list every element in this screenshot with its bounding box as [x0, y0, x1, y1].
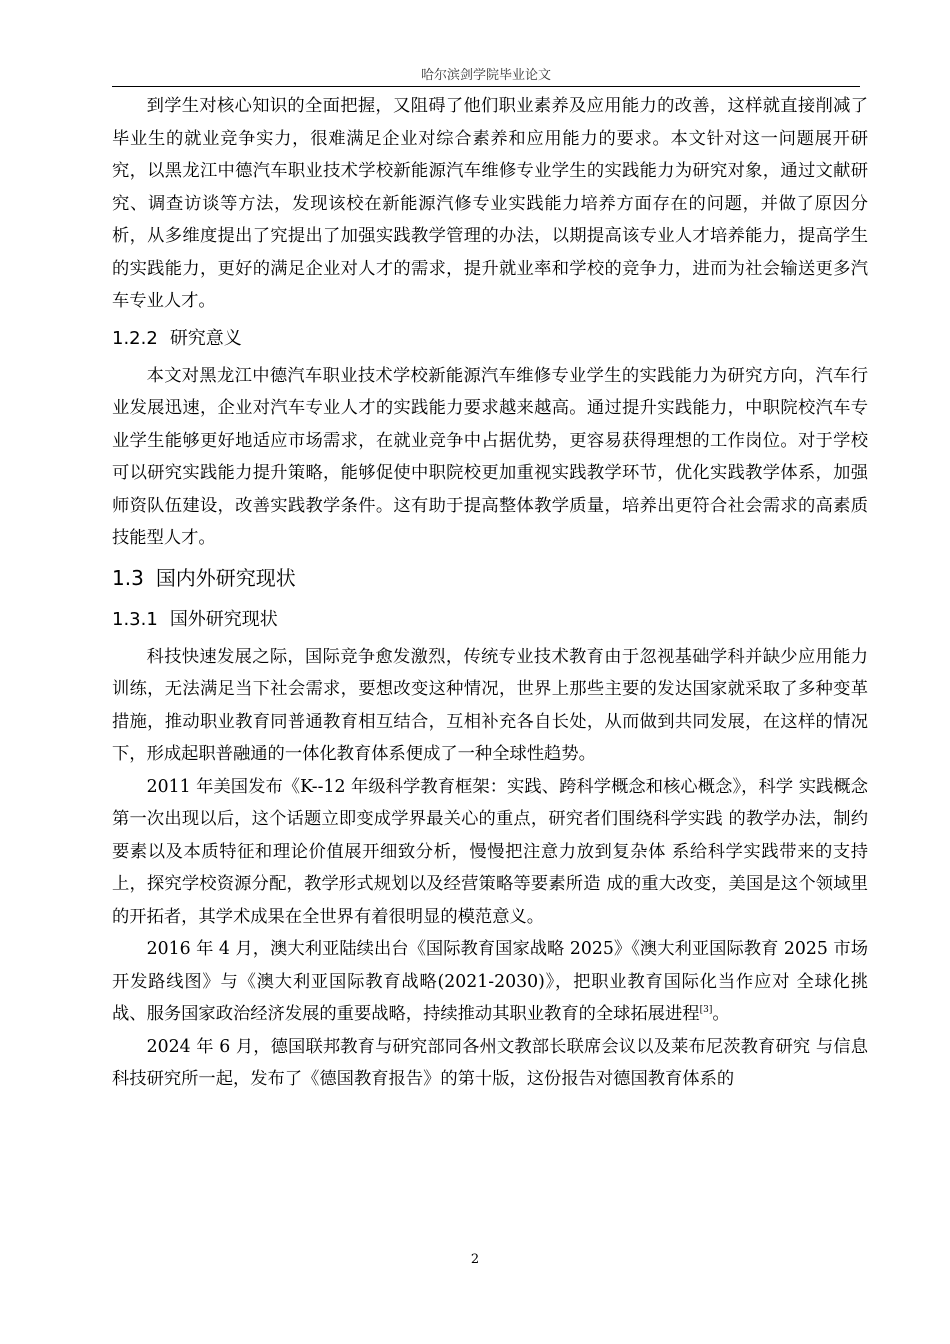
section-number: 1.3: [112, 565, 144, 590]
paragraph-usa-2011: 2011 年美国发布《K--12 年级科学教育框架：实践、跨科学概念和核心概念》，科学 实践概念第一次出现以后，这个话题立即变成学界最关心的重点，研究者们围绕科学实践 的教学办法，制约要素以及本质特征和理论价值展开细致分析，慢慢把注意力放到复杂体 系给科学实践带来的支持上，探究学校资源分配，教学形式规划以及经营策略等要素所造 成的重大改变，美国是这个领域里的开拓者，其学术成果在全世界有着很明显的模范意义。: [112, 776, 868, 927]
running-header: 哈尔滨剑学院毕业论文: [420, 68, 551, 83]
section-number: 1.3.1: [112, 608, 158, 630]
page-body: [112, 90, 868, 1096]
header-rule: [112, 86, 860, 87]
paragraph-foreign-overview: 科技快速发展之际，国际竞争愈发激烈，传统专业技术教育由于忽视基础学科并缺少应用能力训练，无法满足当下社会需求，要想改变这种情况，世界上那些主要的发达国家就采取了多种变革措施，推动职业教育同普通教育相互结合，互相补充各自长处，从而做到共同发展，在这样的情况下，形成起职普融通的一体化教育体系便成了一种全球性趋势。: [112, 646, 868, 764]
section-title: 国内外研究现状: [155, 565, 296, 590]
section-title: 国外研究现状: [169, 608, 278, 630]
paragraph-research-significance: 本文对黑龙江中德汽车职业技术学校新能源汽车维修专业学生的实践能力为研究方向，汽车行业发展迅速，企业对汽车专业人才的实践能力要求越来越高。通过提升实践能力，中职院校汽车专业学生能够更好地适应市场需求，在就业竞争中占据优势，更容易获得理想的工作岗位。对于学校可以研究实践能力提升策略，能够促使中职院校更加重视实践教学环节，优化实践教学体系，加强师资队伍建设，改善实践教学条件。这有助于提高整体教学质量，培养出更符合社会需求的高素质技能型人才。: [112, 365, 868, 548]
paragraph-text: 2016 年 4 月，澳大利亚陆续出台《国际教育国家战略 2025》《澳大利亚国际教育 2025 市场开发路线图》与《澳大利亚国际教育战略(2021-2030)》，把职业教育国际化当作应对 全球化挑战、服务国家政治经济发展的重要战略，持续推动其职业教育的全球拓展进程: [112, 939, 868, 1024]
section-title: 研究意义: [169, 327, 242, 349]
page-number: 2: [470, 1252, 480, 1267]
section-heading-1-2-2: [112, 320, 868, 358]
section-heading-1-3-1: [112, 601, 868, 639]
paragraph-continuation: 到学生对核心知识的全面把握，又阻碍了他们职业素养及应用能力的改善，这样就直接削减了毕业生的就业竞争实力，很难满足企业对综合素养和应用能力的要求。本文针对这一问题展开研究，以黑龙江中德汽车职业技术学校新能源汽车维修专业学生的实践能力为研究对象，通过文献研究、调查访谈等方法，发现该校在新能源汽修专业实践能力培养方面存在的问题，并做了原因分析，从多维度提出了究提出了加强实践教学管理的办法，以期提高该专业人才培养能力，提高学生的实践能力，更好的满足企业对人才的需求，提升就业率和学校的竞争力，进而为社会输送更多汽车专业人才。: [112, 96, 868, 311]
paragraph-end: 。: [712, 1004, 730, 1024]
paragraph-australia-2016: [112, 933, 868, 1031]
citation-ref[interactable]: [3]: [699, 1005, 713, 1016]
paragraph-germany-2024: 2024 年 6 月，德国联邦教育与研究部同各州文教部长联席会议以及莱布尼茨教育研究 与信息科技研究所一起，发布了《德国教育报告》的第十版，这份报告对德国教育体系的: [112, 1036, 868, 1089]
section-heading-1-3: [112, 557, 868, 599]
section-number: 1.2.2: [112, 327, 158, 349]
